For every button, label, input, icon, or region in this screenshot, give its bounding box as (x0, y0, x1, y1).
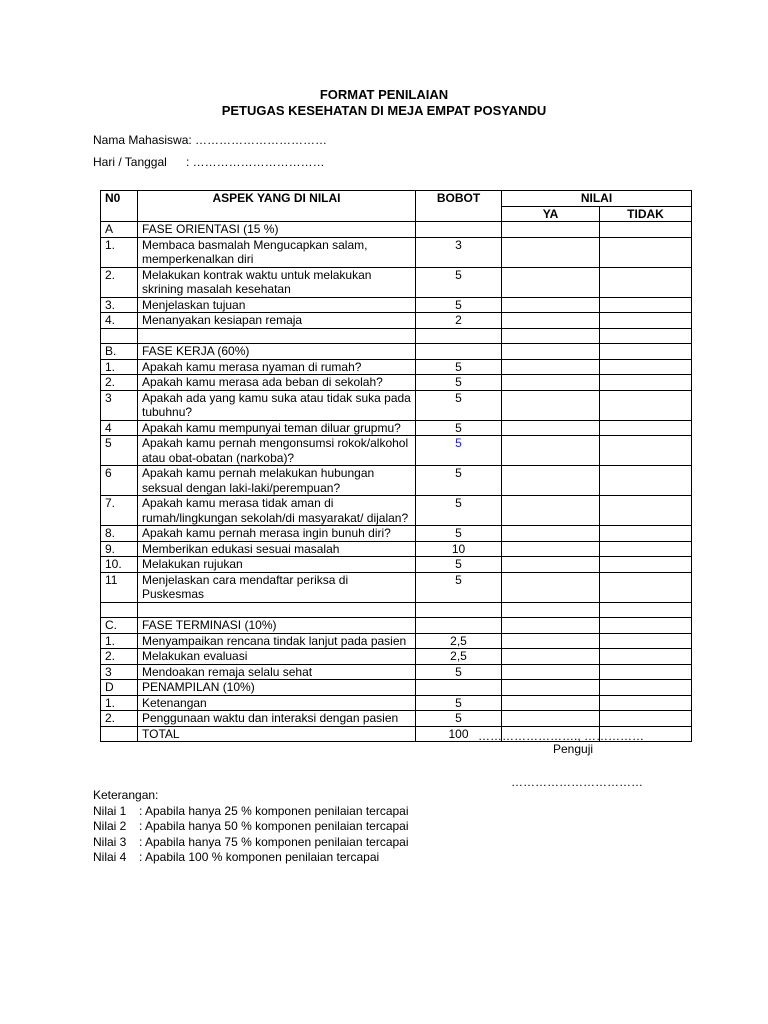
cell-ya (502, 390, 600, 420)
cell-bobot: 2 (416, 313, 502, 329)
cell-tidak (600, 680, 692, 696)
header-nilai: NILAI (502, 191, 692, 207)
cell-tidak (600, 328, 692, 344)
cell-no: 4 (101, 420, 138, 436)
cell-no: A (101, 222, 138, 238)
cell-bobot: 5 (416, 664, 502, 680)
cell-ya (502, 237, 600, 267)
cell-bobot: 2,5 (416, 649, 502, 665)
cell-no: 1. (101, 359, 138, 375)
cell-ya (502, 375, 600, 391)
cell-no: 4. (101, 313, 138, 329)
cell-aspek: Apakah ada yang kamu suka atau tidak suka pada tubuhnu? (138, 390, 416, 420)
cell-bobot: 5 (416, 557, 502, 573)
cell-tidak (600, 664, 692, 680)
cell-no: B. (101, 344, 138, 360)
cell-aspek: Menyampaikan rencana tindak lanjut pada pasien (138, 633, 416, 649)
keterangan-section (93, 788, 409, 866)
cell-ya (502, 649, 600, 665)
keterangan-item (93, 804, 409, 820)
nama-mahasiswa-value: : …………………………… (188, 133, 328, 147)
cell-bobot (416, 618, 502, 634)
cell-tidak (600, 618, 692, 634)
header-ya: YA (502, 206, 600, 222)
table-row (101, 541, 692, 557)
cell-no: 8. (101, 526, 138, 542)
cell-bobot: 5 (416, 695, 502, 711)
cell-no (101, 602, 138, 618)
table-row (101, 297, 692, 313)
table-row (101, 359, 692, 375)
keterangan-text: : Apabila hanya 25 % komponen penilaian tercapai (139, 803, 409, 818)
cell-tidak (600, 390, 692, 420)
cell-ya (502, 313, 600, 329)
table-row (101, 375, 692, 391)
cell-ya (502, 420, 600, 436)
cell-no: 10. (101, 557, 138, 573)
cell-ya (502, 572, 600, 602)
cell-aspek (138, 328, 416, 344)
cell-bobot: 5 (416, 375, 502, 391)
cell-aspek: Menjelaskan tujuan (138, 297, 416, 313)
cell-tidak (600, 496, 692, 526)
cell-ya (502, 711, 600, 727)
cell-no: 3. (101, 297, 138, 313)
cell-aspek: FASE ORIENTASI (15 %) (138, 222, 416, 238)
cell-no: D (101, 680, 138, 696)
cell-no: 1. (101, 633, 138, 649)
signature-name-line: …………………………… (511, 775, 643, 789)
keterangan-list (93, 804, 409, 866)
cell-no: 3 (101, 390, 138, 420)
cell-tidak (600, 297, 692, 313)
cell-tidak (600, 436, 692, 466)
cell-tidak (600, 602, 692, 618)
cell-no: 2. (101, 375, 138, 391)
cell-ya (502, 633, 600, 649)
keterangan-label: Nilai 4 (93, 850, 127, 864)
cell-bobot: 5 (416, 420, 502, 436)
cell-no: 1. (101, 237, 138, 267)
cell-tidak (600, 526, 692, 542)
cell-aspek: FASE TERMINASI (10%) (138, 618, 416, 634)
header-no: N0 (101, 191, 138, 222)
cell-aspek: Melakukan evaluasi (138, 649, 416, 665)
cell-ya (502, 557, 600, 573)
cell-bobot: 5 (416, 572, 502, 602)
page-title-line2: PETUGAS KESEHATAN DI MEJA EMPAT POSYANDU (221, 103, 547, 118)
cell-aspek: Melakukan rujukan (138, 557, 416, 573)
cell-aspek: Apakah kamu pernah mengonsumsi rokok/alkohol atau obat-obatan (narkoba)? (138, 436, 416, 466)
cell-tidak (600, 711, 692, 727)
cell-bobot: 2,5 (416, 633, 502, 649)
table-row (101, 466, 692, 496)
hari-tanggal-value: : …………………………… (186, 155, 325, 169)
cell-tidak (600, 649, 692, 665)
cell-no: 2. (101, 649, 138, 665)
table-row (101, 602, 692, 618)
table-row (101, 344, 692, 360)
table-body (101, 222, 692, 742)
cell-tidak (600, 557, 692, 573)
cell-no: 3 (101, 664, 138, 680)
cell-aspek: Membaca basmalah Mengucapkan salam, memperkenalkan diri (138, 237, 416, 267)
cell-aspek: Menanyakan kesiapan remaja (138, 313, 416, 329)
cell-bobot: 5 (416, 466, 502, 496)
nama-mahasiswa-line (93, 133, 327, 147)
cell-no: 7. (101, 496, 138, 526)
hari-tanggal-line (93, 155, 325, 169)
keterangan-title: Keterangan: (93, 788, 159, 802)
cell-no: 1. (101, 695, 138, 711)
cell-tidak (600, 466, 692, 496)
table-row (101, 664, 692, 680)
cell-no (101, 726, 138, 742)
keterangan-item (93, 835, 409, 851)
keterangan-text: : Apabila 100 % komponen penilaian tercapai (139, 850, 380, 864)
cell-aspek: Apakah kamu pernah melakukan hubungan seksual dengan laki-laki/perempuan? (138, 466, 416, 496)
keterangan-item (93, 850, 409, 866)
table-row (101, 267, 692, 297)
table-row (101, 237, 692, 267)
cell-ya (502, 297, 600, 313)
nama-mahasiswa-label: Nama Mahasiswa (93, 133, 189, 147)
cell-no: 2. (101, 711, 138, 727)
table-row (101, 390, 692, 420)
table-row (101, 557, 692, 573)
cell-no (101, 328, 138, 344)
cell-no: 9. (101, 541, 138, 557)
cell-tidak (600, 359, 692, 375)
cell-aspek: Penggunaan waktu dan interaksi dengan pasien (138, 711, 416, 727)
cell-aspek: Apakah kamu merasa tidak aman di rumah/lingkungan sekolah/di masyarakat/ dijalan? (138, 496, 416, 526)
cell-bobot: 5 (416, 496, 502, 526)
signature-place-date: ……………………., …………… (478, 729, 645, 743)
cell-tidak (600, 222, 692, 238)
cell-bobot (416, 222, 502, 238)
cell-bobot (416, 602, 502, 618)
cell-no: C. (101, 618, 138, 634)
cell-ya (502, 222, 600, 238)
cell-ya (502, 267, 600, 297)
cell-bobot (416, 328, 502, 344)
cell-ya (502, 496, 600, 526)
cell-aspek (138, 602, 416, 618)
assessment-table (100, 190, 692, 742)
cell-no: 6 (101, 466, 138, 496)
cell-aspek: Memberikan edukasi sesuai masalah (138, 541, 416, 557)
cell-ya (502, 680, 600, 696)
cell-aspek: Menjelaskan cara mendaftar periksa di Puskesmas (138, 572, 416, 602)
cell-ya (502, 436, 600, 466)
cell-bobot: 5 (416, 436, 502, 466)
table-row (101, 633, 692, 649)
cell-bobot: 5 (416, 267, 502, 297)
cell-tidak (600, 541, 692, 557)
cell-aspek: Apakah kamu merasa nyaman di rumah? (138, 359, 416, 375)
header-aspek: ASPEK YANG DI NILAI (138, 191, 416, 222)
table-row (101, 526, 692, 542)
cell-aspek: Apakah kamu mempunyai teman diluar grupmu? (138, 420, 416, 436)
cell-aspek: TOTAL (138, 726, 416, 742)
cell-ya (502, 541, 600, 557)
cell-ya (502, 328, 600, 344)
table-row (101, 328, 692, 344)
cell-aspek: PENAMPILAN (10%) (138, 680, 416, 696)
cell-bobot: 5 (416, 711, 502, 727)
page-title-line1: FORMAT PENILAIAN (319, 87, 449, 102)
table-row (101, 436, 692, 466)
cell-no: 11 (101, 572, 138, 602)
cell-ya (502, 618, 600, 634)
cell-ya (502, 664, 600, 680)
header-bobot: BOBOT (416, 191, 502, 222)
cell-ya (502, 695, 600, 711)
cell-bobot: 5 (416, 526, 502, 542)
cell-ya (502, 344, 600, 360)
cell-ya (502, 602, 600, 618)
table-row (101, 618, 692, 634)
cell-bobot: 5 (416, 359, 502, 375)
keterangan-label: Nilai 3 (93, 834, 127, 849)
cell-no: 5 (101, 436, 138, 466)
keterangan-item (93, 819, 409, 835)
cell-ya (502, 526, 600, 542)
table-row (101, 222, 692, 238)
cell-ya (502, 359, 600, 375)
signature-role: Penguji (553, 742, 594, 756)
header-tidak: TIDAK (600, 206, 692, 222)
table-row (101, 420, 692, 436)
cell-bobot: 3 (416, 237, 502, 267)
cell-bobot (416, 344, 502, 360)
table-row (101, 711, 692, 727)
keterangan-label: Nilai 1 (93, 803, 127, 818)
cell-tidak (600, 633, 692, 649)
cell-aspek: Apakah kamu pernah merasa ingin bunuh diri? (138, 526, 416, 542)
cell-tidak (600, 313, 692, 329)
cell-bobot: 10 (416, 541, 502, 557)
keterangan-text: : Apabila hanya 50 % komponen penilaian tercapai (139, 819, 409, 833)
cell-tidak (600, 572, 692, 602)
cell-tidak (600, 375, 692, 391)
keterangan-label: Nilai 2 (93, 819, 127, 833)
table-row (101, 496, 692, 526)
cell-aspek: Apakah kamu merasa ada beban di sekolah? (138, 375, 416, 391)
cell-aspek: Ketenangan (138, 695, 416, 711)
cell-tidak (600, 420, 692, 436)
cell-tidak (600, 267, 692, 297)
cell-bobot: 5 (416, 297, 502, 313)
cell-tidak (600, 237, 692, 267)
cell-aspek: Melakukan kontrak waktu untuk melakukan skrining masalah kesehatan (138, 267, 416, 297)
cell-aspek: FASE KERJA (60%) (138, 344, 416, 360)
cell-ya (502, 466, 600, 496)
cell-bobot: 5 (416, 390, 502, 420)
cell-no: 2. (101, 267, 138, 297)
table-row (101, 649, 692, 665)
cell-aspek: Mendoakan remaja selalu sehat (138, 664, 416, 680)
cell-bobot: 100 (416, 726, 502, 742)
cell-tidak (600, 344, 692, 360)
table-row (101, 572, 692, 602)
keterangan-text: : Apabila hanya 75 % komponen penilaian tercapai (139, 834, 409, 849)
table-row (101, 680, 692, 696)
cell-bobot (416, 680, 502, 696)
hari-tanggal-label: Hari / Tanggal (93, 155, 167, 169)
table-row (101, 313, 692, 329)
table-row (101, 695, 692, 711)
cell-tidak (600, 695, 692, 711)
